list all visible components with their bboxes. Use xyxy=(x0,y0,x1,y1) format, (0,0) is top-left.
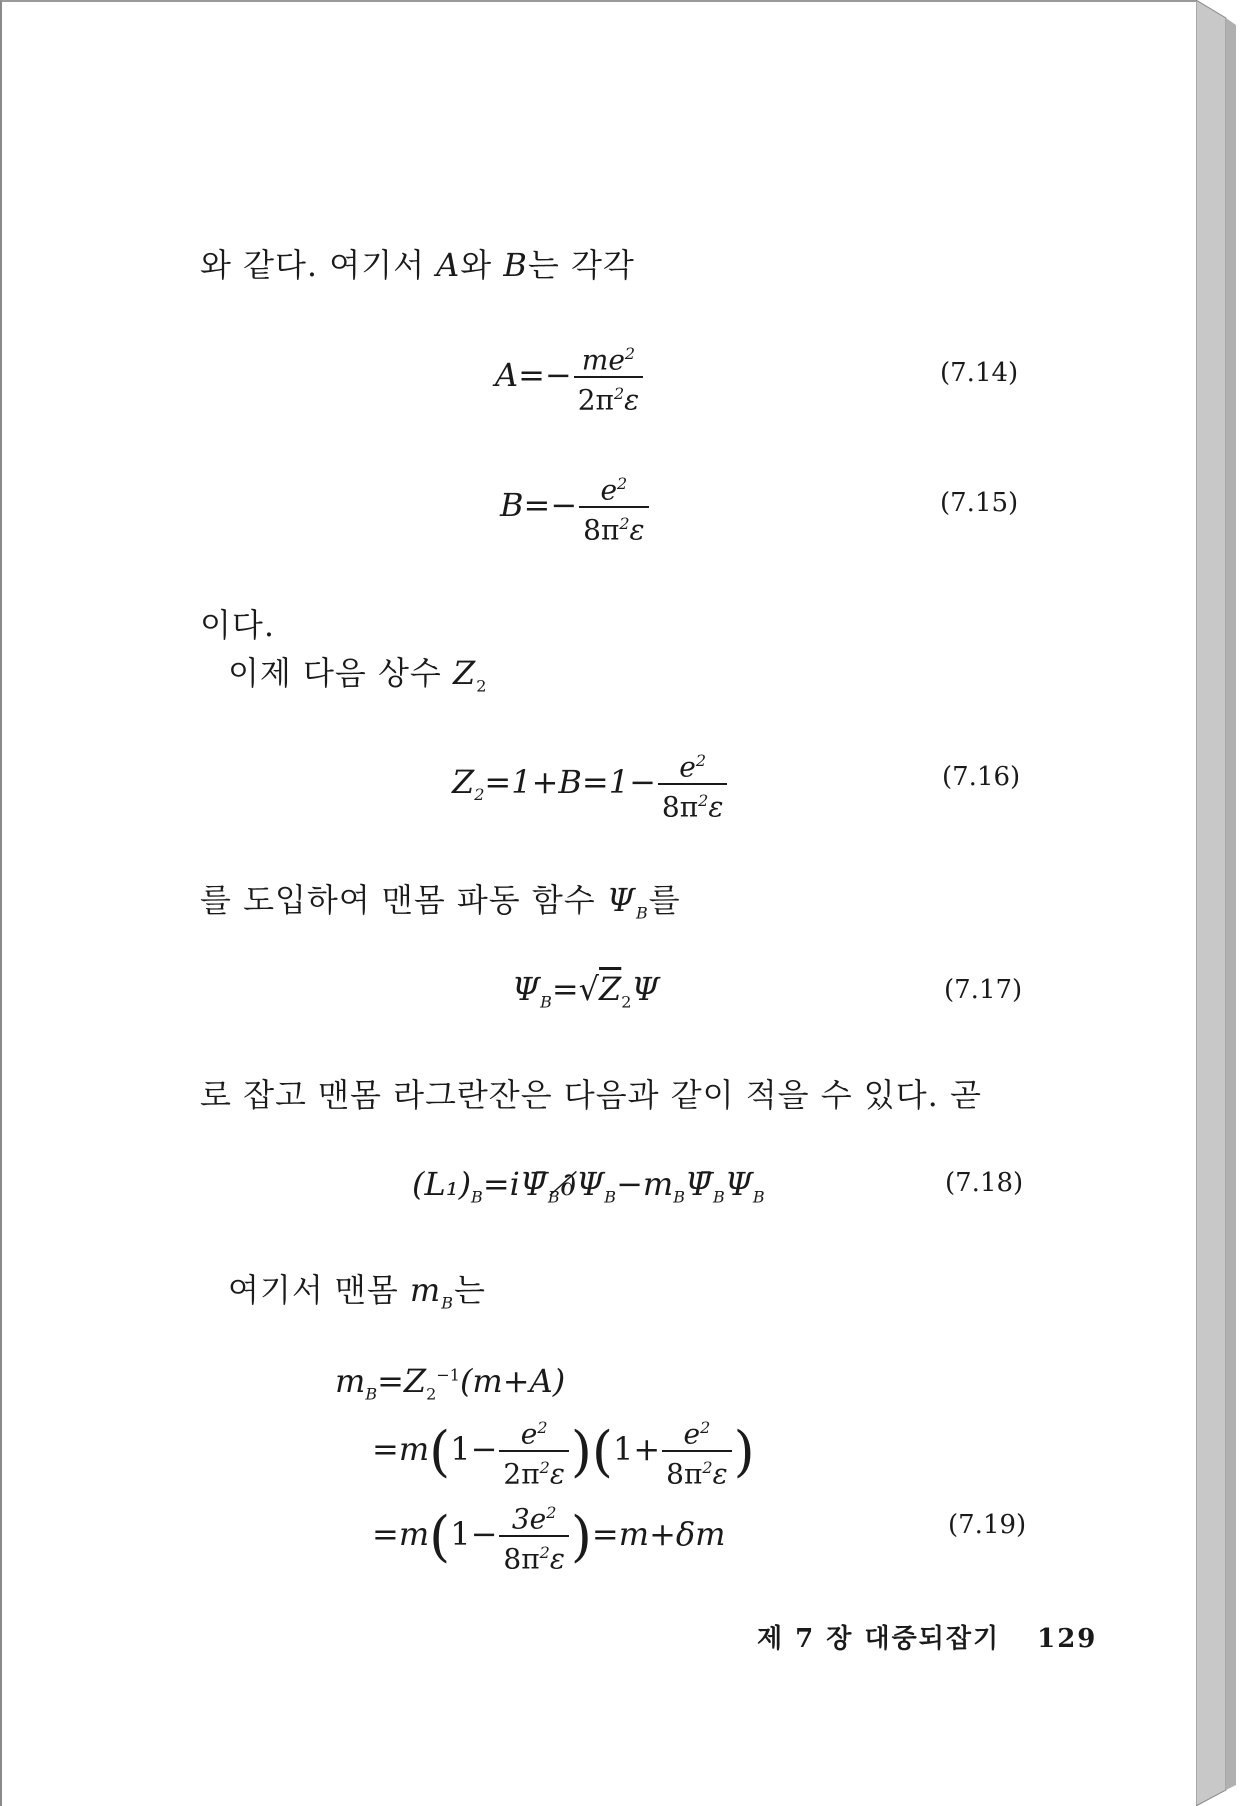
superscript: 2 xyxy=(546,1503,557,1522)
superscript: 2 xyxy=(539,1458,550,1478)
subscript: 2 xyxy=(476,676,488,696)
equation-number: (7.16) xyxy=(942,762,1021,792)
eq-part: =iΨ̄ xyxy=(482,1165,548,1203)
superscript: 2 xyxy=(624,344,636,363)
eq-part: m xyxy=(335,1362,366,1400)
eq-part: (L₁) xyxy=(412,1165,472,1203)
denominator-tail: ε xyxy=(708,790,724,824)
eq-part: ∂̸Ψ xyxy=(559,1165,605,1203)
eq-part: Ψ̄ xyxy=(684,1165,714,1203)
superscript: 2 xyxy=(702,1458,713,1478)
eq-part: Ψ xyxy=(724,1165,753,1203)
equation-7-19-line-1 xyxy=(335,1362,565,1403)
numerator: e xyxy=(600,473,618,507)
subscript: 2 xyxy=(621,992,632,1012)
left-paren: ( xyxy=(591,1419,613,1483)
equation-7-15 xyxy=(500,468,651,547)
paragraph-line-2: 이다. xyxy=(200,606,275,644)
right-paren: ) xyxy=(570,1419,592,1483)
equation-7-14 xyxy=(495,338,645,417)
subscript: B xyxy=(441,1293,455,1313)
fraction xyxy=(658,745,727,824)
text-span: 를 xyxy=(648,881,681,919)
eq-part: 1− xyxy=(450,1429,498,1468)
paragraph-line-6 xyxy=(228,1265,486,1312)
denominator-tail: ε xyxy=(549,1542,565,1576)
text-span: 를 도입하여 맨몸 파동 함수 xyxy=(200,881,607,919)
superscript: −1 xyxy=(436,1365,460,1385)
eq-part: −m xyxy=(616,1165,674,1203)
eq-part: =m xyxy=(372,1514,430,1553)
paragraph-line-3 xyxy=(228,648,487,695)
text-span: 는 각각 xyxy=(527,246,635,284)
subscript: 2 xyxy=(474,785,485,805)
eq-part: =m+δm xyxy=(591,1514,726,1553)
equation-number: (7.15) xyxy=(940,488,1019,518)
equation-number: (7.17) xyxy=(944,975,1023,1005)
superscript: 2 xyxy=(700,1418,711,1437)
var-z: Z xyxy=(453,654,477,692)
superscript: 2 xyxy=(613,384,625,404)
equation-7-18 xyxy=(412,1165,765,1206)
paragraph-line-5: 로 잡고 맨몸 라그란잔은 다음과 같이 적을 수 있다. 곧 xyxy=(200,1076,982,1114)
subscript: B xyxy=(365,1384,378,1404)
eq-part: (m+A) xyxy=(459,1362,566,1400)
equation-7-16 xyxy=(452,745,729,824)
denominator: 2π xyxy=(577,383,614,417)
running-footer xyxy=(757,1618,1097,1655)
denominator-tail: ε xyxy=(624,383,640,417)
eq-part: Z xyxy=(599,970,622,1008)
superscript: 2 xyxy=(619,514,630,534)
text-span: 이제 다음 상수 xyxy=(228,654,453,692)
numerator: me xyxy=(581,343,625,377)
denominator: 8π xyxy=(583,513,620,547)
equation-7-17 xyxy=(512,970,660,1011)
subscript: B xyxy=(540,992,552,1012)
eq-lhs: A=− xyxy=(495,355,572,394)
subscript: B xyxy=(635,903,649,923)
numerator: e xyxy=(683,1417,701,1451)
subscript: B xyxy=(604,1187,617,1207)
eq-lhs: B=− xyxy=(500,485,578,524)
eq-mid: =1+B=1− xyxy=(484,762,656,801)
right-paren: ) xyxy=(733,1419,755,1483)
numerator: e xyxy=(679,750,696,784)
var-m: m xyxy=(409,1271,442,1309)
subscript: B xyxy=(673,1187,685,1207)
sqrt-sign: =√ xyxy=(551,970,600,1008)
text-span: 와 xyxy=(460,246,504,284)
subscript: B xyxy=(471,1187,483,1207)
paragraph-line-1 xyxy=(200,240,635,286)
fraction xyxy=(499,1412,568,1491)
equation-7-19-line-2 xyxy=(372,1412,755,1491)
text-span: 는 xyxy=(454,1271,486,1309)
page-edge-shadow xyxy=(1196,0,1258,1806)
left-paren: ( xyxy=(429,1504,451,1568)
denominator: 2π xyxy=(503,1457,540,1491)
denominator-tail: ε xyxy=(712,1457,728,1491)
paragraph-line-4 xyxy=(200,875,681,922)
superscript: 2 xyxy=(537,1418,548,1437)
eq-lhs: Z xyxy=(452,762,475,801)
numerator: e xyxy=(520,1417,538,1451)
denominator-tail: ε xyxy=(629,513,645,547)
fraction xyxy=(574,338,643,417)
denominator: 8π xyxy=(503,1542,540,1576)
numerator: 3e xyxy=(511,1502,547,1536)
right-paren: ) xyxy=(570,1504,592,1568)
equation-7-19-line-3 xyxy=(372,1497,726,1576)
var-psi: Ψ xyxy=(606,881,636,919)
var-b: B xyxy=(503,246,528,284)
subscript: B xyxy=(713,1187,725,1207)
denominator: 8π xyxy=(661,790,699,824)
denominator: 8π xyxy=(666,1457,703,1491)
eq-part: 1− xyxy=(450,1514,498,1553)
fraction xyxy=(662,1412,731,1491)
superscript: 2 xyxy=(695,751,706,770)
fraction xyxy=(579,468,648,547)
eq-part: Ψ xyxy=(631,970,660,1008)
var-a: A xyxy=(436,246,461,284)
superscript: 2 xyxy=(617,474,628,493)
fraction xyxy=(499,1497,568,1576)
chapter-title: 제 7 장 대중되잡기 xyxy=(757,1624,1001,1654)
text-span: 와 같다. 여기서 xyxy=(200,246,437,284)
page-number: 129 xyxy=(1037,1624,1098,1654)
subscript: 2 xyxy=(426,1384,437,1404)
eq-part: =m xyxy=(372,1429,430,1468)
text-span: 여기서 맨몸 xyxy=(228,1271,410,1309)
equation-number: (7.18) xyxy=(945,1168,1024,1198)
eq-part: =Z xyxy=(377,1362,427,1400)
superscript: 2 xyxy=(698,791,709,811)
left-paren: ( xyxy=(429,1419,451,1483)
equation-number: (7.19) xyxy=(948,1510,1027,1540)
eq-part: 1+ xyxy=(613,1429,661,1468)
eq-part: Ψ xyxy=(512,970,541,1008)
subscript: B xyxy=(547,1187,560,1207)
denominator-tail: ε xyxy=(549,1457,565,1491)
subscript: B xyxy=(752,1187,765,1207)
equation-number: (7.14) xyxy=(940,358,1019,388)
superscript: 2 xyxy=(539,1543,550,1563)
